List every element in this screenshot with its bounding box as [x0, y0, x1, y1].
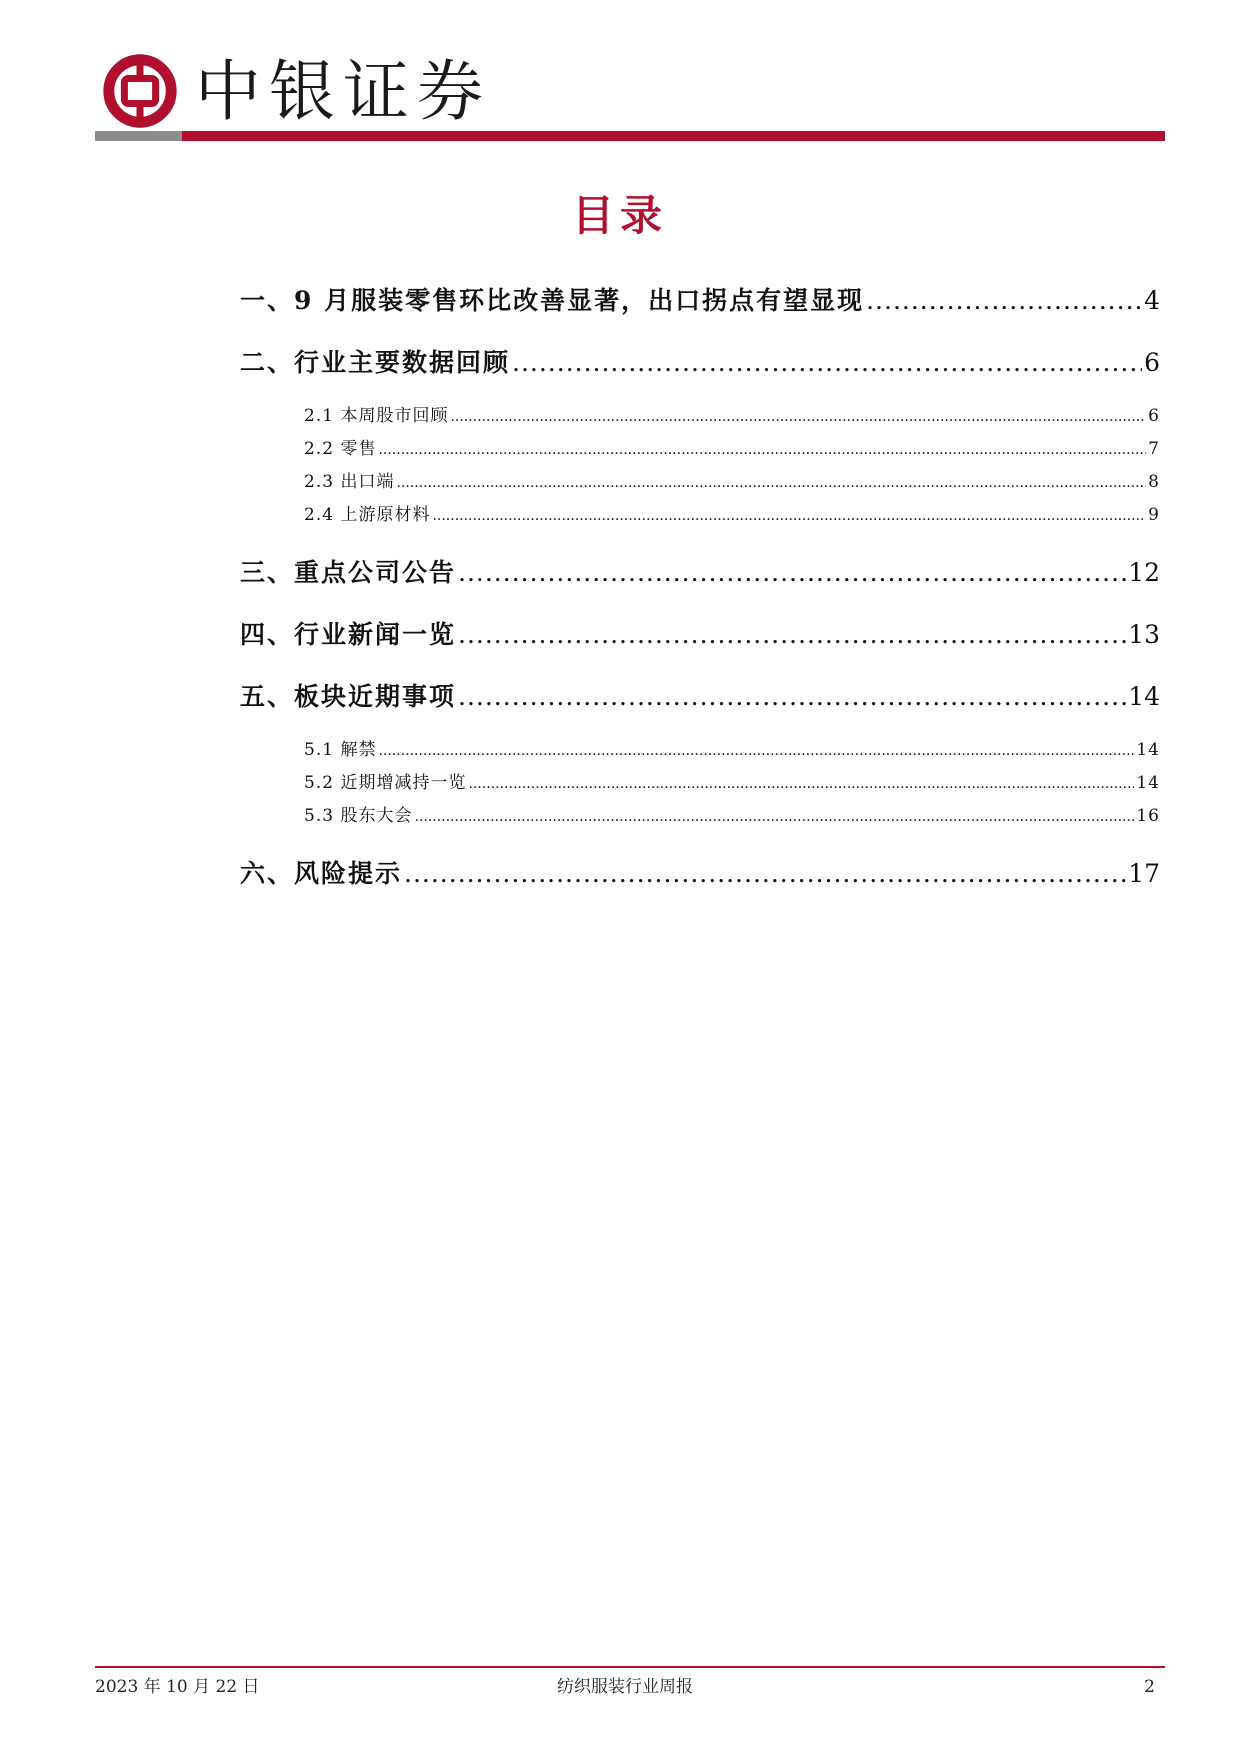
toc-entry-page: 14	[1136, 740, 1160, 760]
toc-entry-page: 14	[1128, 682, 1160, 711]
toc-entry-label: 六、风险提示	[240, 859, 403, 888]
table-of-contents	[240, 270, 1160, 905]
toc-entry-label: 2.4 上游原材料	[304, 505, 431, 525]
toc-entry-section-4[interactable]	[240, 604, 1160, 666]
toc-entry-subsection-2-4[interactable]	[304, 499, 1160, 532]
page-footer	[95, 1672, 1155, 1702]
toc-entry-section-3[interactable]	[240, 542, 1160, 604]
brand-name: 中银证券	[195, 53, 491, 130]
toc-entry-label: 5.2 近期增减持一览	[304, 773, 467, 793]
footer-report-name: 纺织服装行业周报	[557, 1677, 693, 1697]
toc-entry-page: 16	[1136, 806, 1160, 826]
toc-entry-label: 一、9 月服装零售环比改善显著，出口拐点有望显现	[240, 286, 865, 315]
toc-entry-subsection-5-1[interactable]	[304, 734, 1160, 767]
toc-leader-dots	[458, 604, 1126, 666]
toc-entry-label: 2.3 出口端	[304, 472, 395, 492]
toc-leader-dots	[378, 734, 1134, 768]
toc-entry-page: 8	[1148, 472, 1160, 492]
toc-entry-label: 5.1 解禁	[304, 740, 377, 760]
toc-entry-page: 4	[1144, 286, 1160, 315]
toc-leader-dots	[458, 666, 1126, 728]
toc-entry-page: 6	[1144, 348, 1160, 377]
toc-entry-section-2[interactable]	[240, 332, 1160, 394]
toc-leader-dots	[450, 400, 1146, 434]
footer-date: 2023 年 10 月 22 日	[95, 1677, 260, 1697]
toc-entry-section-6[interactable]	[240, 843, 1160, 905]
toc-entry-subsection-2-3[interactable]	[304, 466, 1160, 499]
header-rule	[95, 131, 1165, 141]
toc-leader-dots	[414, 800, 1134, 834]
toc-entry-subsection-5-2[interactable]	[304, 767, 1160, 800]
toc-leader-dots	[404, 843, 1126, 905]
toc-title: 目录	[571, 191, 668, 240]
toc-leader-dots	[866, 270, 1142, 332]
header-rule-gray	[95, 131, 182, 141]
toc-entry-page: 9	[1148, 505, 1160, 525]
toc-entry-subsection-5-3[interactable]	[304, 800, 1160, 833]
bank-of-china-logo-icon	[101, 52, 179, 130]
toc-entry-page: 17	[1128, 859, 1160, 888]
toc-leader-dots	[512, 332, 1142, 394]
toc-entry-label: 二、行业主要数据回顾	[240, 348, 511, 377]
toc-entry-label: 四、行业新闻一览	[240, 620, 457, 649]
toc-leader-dots	[396, 466, 1146, 500]
toc-leader-dots	[378, 433, 1146, 467]
toc-entry-page: 14	[1136, 773, 1160, 793]
toc-entry-page: 13	[1128, 620, 1160, 649]
toc-entry-label: 5.3 股东大会	[304, 806, 413, 826]
toc-entry-section-5[interactable]	[240, 666, 1160, 728]
toc-leader-dots	[468, 767, 1134, 801]
toc-entry-label: 五、板块近期事项	[240, 682, 457, 711]
toc-entry-page: 12	[1128, 558, 1160, 587]
footer-rule	[95, 1666, 1165, 1668]
toc-leader-dots	[432, 499, 1146, 533]
spacer	[240, 833, 1160, 843]
toc-entry-subsection-2-2[interactable]	[304, 433, 1160, 466]
toc-entry-section-1[interactable]	[240, 270, 1160, 332]
footer-page-number: 2	[1144, 1677, 1155, 1697]
toc-entry-label: 三、重点公司公告	[240, 558, 457, 587]
toc-entry-label: 2.2 零售	[304, 439, 377, 459]
toc-leader-dots	[458, 542, 1126, 604]
spacer	[240, 532, 1160, 542]
page-header	[95, 48, 1155, 138]
toc-entry-page: 7	[1148, 439, 1160, 459]
toc-entry-label: 2.1 本周股市回顾	[304, 406, 449, 426]
toc-entry-subsection-2-1[interactable]	[304, 400, 1160, 433]
header-rule-red	[182, 131, 1165, 141]
toc-entry-page: 6	[1148, 406, 1160, 426]
